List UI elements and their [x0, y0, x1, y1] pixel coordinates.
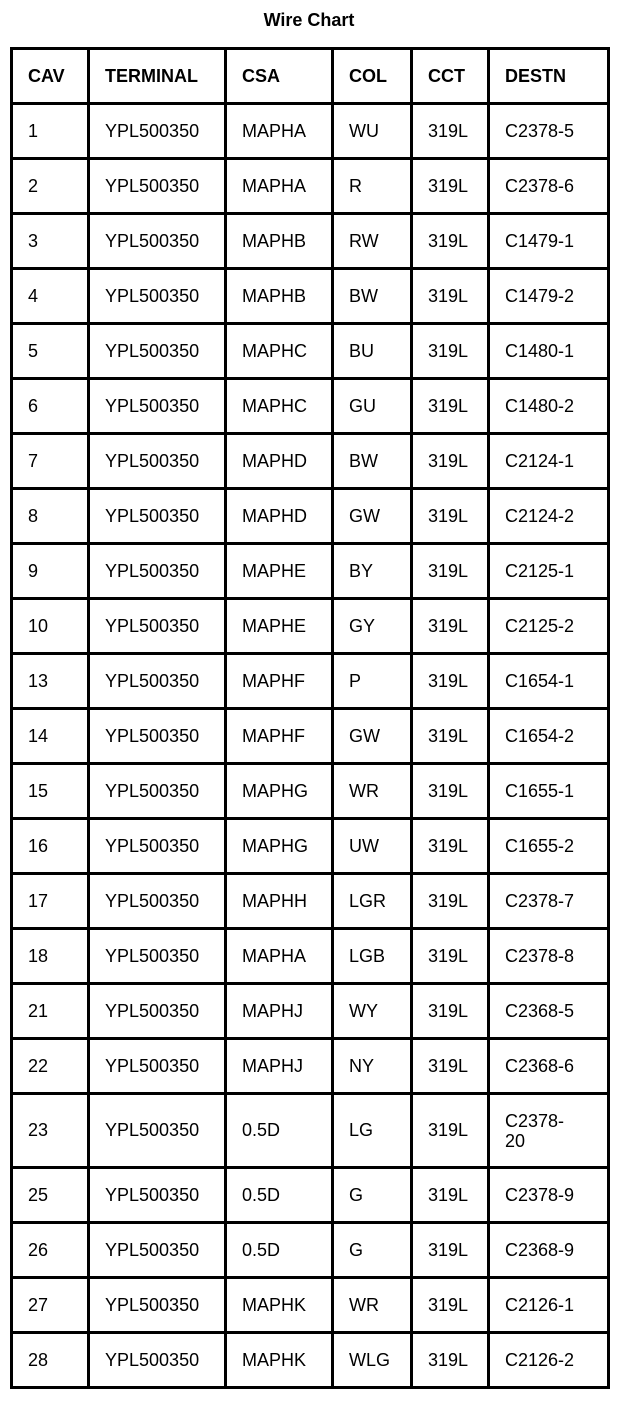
cell-terminal: YPL500350 [89, 599, 226, 654]
cell-destn: C1655-2 [489, 819, 609, 874]
cell-terminal: YPL500350 [89, 269, 226, 324]
cell-col: GW [333, 489, 412, 544]
cell-cav: 23 [12, 1094, 89, 1168]
cell-destn: C2126-2 [489, 1333, 609, 1388]
cell-cct: 319L [412, 1278, 489, 1333]
cell-terminal: YPL500350 [89, 929, 226, 984]
cell-col: BU [333, 324, 412, 379]
cell-col: NY [333, 1039, 412, 1094]
cell-terminal: YPL500350 [89, 1094, 226, 1168]
cell-col: BY [333, 544, 412, 599]
cell-cct: 319L [412, 489, 489, 544]
cell-col: GU [333, 379, 412, 434]
cell-col: G [333, 1223, 412, 1278]
cell-cct: 319L [412, 1223, 489, 1278]
cell-col: BW [333, 269, 412, 324]
cell-cav: 21 [12, 984, 89, 1039]
cell-terminal: YPL500350 [89, 1223, 226, 1278]
cell-destn: C2378-8 [489, 929, 609, 984]
cell-terminal: YPL500350 [89, 1039, 226, 1094]
header-csa: CSA [226, 49, 333, 104]
table-row [12, 929, 609, 984]
cell-cct: 319L [412, 434, 489, 489]
cell-col: LG [333, 1094, 412, 1168]
header-cav: CAV [12, 49, 89, 104]
cell-destn: C2378-9 [489, 1168, 609, 1223]
cell-cav: 9 [12, 544, 89, 599]
cell-csa: MAPHD [226, 489, 333, 544]
cell-col: WU [333, 104, 412, 159]
cell-destn: C2126-1 [489, 1278, 609, 1333]
cell-terminal: YPL500350 [89, 434, 226, 489]
cell-csa: MAPHJ [226, 984, 333, 1039]
cell-destn: C1479-1 [489, 214, 609, 269]
cell-csa: MAPHG [226, 819, 333, 874]
cell-terminal: YPL500350 [89, 819, 226, 874]
table-row [12, 599, 609, 654]
cell-csa: MAPHD [226, 434, 333, 489]
cell-destn: C2368-5 [489, 984, 609, 1039]
table-row [12, 709, 609, 764]
cell-terminal: YPL500350 [89, 324, 226, 379]
header-col: COL [333, 49, 412, 104]
cell-cct: 319L [412, 104, 489, 159]
cell-csa: 0.5D [226, 1223, 333, 1278]
cell-terminal: YPL500350 [89, 764, 226, 819]
cell-destn: C1479-2 [489, 269, 609, 324]
cell-cav: 14 [12, 709, 89, 764]
cell-col: WY [333, 984, 412, 1039]
cell-cct: 319L [412, 159, 489, 214]
cell-col: BW [333, 434, 412, 489]
cell-cav: 25 [12, 1168, 89, 1223]
table-row [12, 764, 609, 819]
cell-col: WR [333, 764, 412, 819]
cell-col: LGB [333, 929, 412, 984]
cell-terminal: YPL500350 [89, 1278, 226, 1333]
cell-col: G [333, 1168, 412, 1223]
cell-csa: 0.5D [226, 1168, 333, 1223]
cell-cct: 319L [412, 544, 489, 599]
page-title: Wire Chart [263, 10, 355, 30]
table-row [12, 874, 609, 929]
table-row [12, 544, 609, 599]
cell-destn: C1480-2 [489, 379, 609, 434]
cell-cct: 319L [412, 1333, 489, 1388]
header-destn: DESTN [489, 49, 609, 104]
cell-col: LGR [333, 874, 412, 929]
cell-cct: 319L [412, 764, 489, 819]
cell-csa: MAPHK [226, 1278, 333, 1333]
cell-cav: 15 [12, 764, 89, 819]
cell-terminal: YPL500350 [89, 214, 226, 269]
cell-csa: MAPHB [226, 269, 333, 324]
cell-terminal: YPL500350 [89, 104, 226, 159]
cell-csa: MAPHB [226, 214, 333, 269]
cell-cct: 319L [412, 214, 489, 269]
cell-csa: MAPHA [226, 104, 333, 159]
cell-cct: 319L [412, 599, 489, 654]
cell-csa: MAPHC [226, 379, 333, 434]
cell-col: R [333, 159, 412, 214]
cell-terminal: YPL500350 [89, 379, 226, 434]
cell-cct: 319L [412, 819, 489, 874]
cell-terminal: YPL500350 [89, 1168, 226, 1223]
cell-csa: MAPHK [226, 1333, 333, 1388]
table-row [12, 984, 609, 1039]
cell-cct: 319L [412, 929, 489, 984]
cell-destn: C2368-6 [489, 1039, 609, 1094]
cell-destn: C2124-1 [489, 434, 609, 489]
cell-csa: MAPHA [226, 159, 333, 214]
table-row [12, 1223, 609, 1278]
cell-cct: 319L [412, 324, 489, 379]
cell-cct: 319L [412, 269, 489, 324]
cell-csa: MAPHF [226, 654, 333, 709]
cell-terminal: YPL500350 [89, 984, 226, 1039]
cell-cct: 319L [412, 654, 489, 709]
cell-cav: 16 [12, 819, 89, 874]
cell-col: WLG [333, 1333, 412, 1388]
cell-destn: C2125-1 [489, 544, 609, 599]
cell-csa: MAPHG [226, 764, 333, 819]
cell-cct: 319L [412, 1094, 489, 1168]
cell-cav: 5 [12, 324, 89, 379]
cell-destn: C2368-9 [489, 1223, 609, 1278]
table-row [12, 1168, 609, 1223]
table-row [12, 1278, 609, 1333]
cell-cav: 27 [12, 1278, 89, 1333]
cell-cct: 319L [412, 379, 489, 434]
table-row [12, 214, 609, 269]
cell-cav: 17 [12, 874, 89, 929]
cell-csa: MAPHJ [226, 1039, 333, 1094]
cell-terminal: YPL500350 [89, 1333, 226, 1388]
cell-destn: C2125-2 [489, 599, 609, 654]
table-row [12, 269, 609, 324]
wire-chart-table [10, 47, 610, 1389]
cell-destn: C2378-5 [489, 104, 609, 159]
cell-terminal: YPL500350 [89, 654, 226, 709]
table-row [12, 819, 609, 874]
table-row [12, 434, 609, 489]
cell-csa: MAPHE [226, 599, 333, 654]
cell-cct: 319L [412, 874, 489, 929]
cell-csa: MAPHC [226, 324, 333, 379]
cell-cav: 3 [12, 214, 89, 269]
cell-col: WR [333, 1278, 412, 1333]
table-row [12, 654, 609, 709]
table-row [12, 159, 609, 214]
cell-destn: C2124-2 [489, 489, 609, 544]
header-cct: CCT [412, 49, 489, 104]
cell-cct: 319L [412, 1168, 489, 1223]
cell-terminal: YPL500350 [89, 159, 226, 214]
table-row [12, 324, 609, 379]
cell-col: GW [333, 709, 412, 764]
header-row [12, 49, 609, 104]
cell-cav: 8 [12, 489, 89, 544]
cell-cav: 13 [12, 654, 89, 709]
table-row [12, 104, 609, 159]
cell-terminal: YPL500350 [89, 874, 226, 929]
cell-destn: C1655-1 [489, 764, 609, 819]
cell-cav: 28 [12, 1333, 89, 1388]
table-row [12, 1333, 609, 1388]
cell-terminal: YPL500350 [89, 709, 226, 764]
header-terminal: TERMINAL [89, 49, 226, 104]
table-body [12, 104, 609, 1388]
cell-cav: 18 [12, 929, 89, 984]
cell-col: RW [333, 214, 412, 269]
table-row [12, 379, 609, 434]
cell-cav: 22 [12, 1039, 89, 1094]
cell-cav: 6 [12, 379, 89, 434]
cell-cav: 2 [12, 159, 89, 214]
cell-csa: MAPHE [226, 544, 333, 599]
cell-cav: 26 [12, 1223, 89, 1278]
table-row [12, 1094, 609, 1168]
cell-terminal: YPL500350 [89, 489, 226, 544]
cell-col: P [333, 654, 412, 709]
cell-cct: 319L [412, 984, 489, 1039]
cell-cct: 319L [412, 709, 489, 764]
cell-destn: C1480-1 [489, 324, 609, 379]
cell-col: GY [333, 599, 412, 654]
cell-cav: 7 [12, 434, 89, 489]
cell-destn: C2378-6 [489, 159, 609, 214]
cell-destn: C2378- 20 [489, 1094, 609, 1168]
cell-csa: 0.5D [226, 1094, 333, 1168]
cell-csa: MAPHA [226, 929, 333, 984]
cell-cav: 10 [12, 599, 89, 654]
cell-csa: MAPHF [226, 709, 333, 764]
cell-destn: C2378-7 [489, 874, 609, 929]
cell-cav: 1 [12, 104, 89, 159]
cell-csa: MAPHH [226, 874, 333, 929]
cell-destn: C1654-1 [489, 654, 609, 709]
table-row [12, 489, 609, 544]
cell-terminal: YPL500350 [89, 544, 226, 599]
cell-destn: C1654-2 [489, 709, 609, 764]
cell-cct: 319L [412, 1039, 489, 1094]
table-row [12, 1039, 609, 1094]
cell-cav: 4 [12, 269, 89, 324]
cell-col: UW [333, 819, 412, 874]
